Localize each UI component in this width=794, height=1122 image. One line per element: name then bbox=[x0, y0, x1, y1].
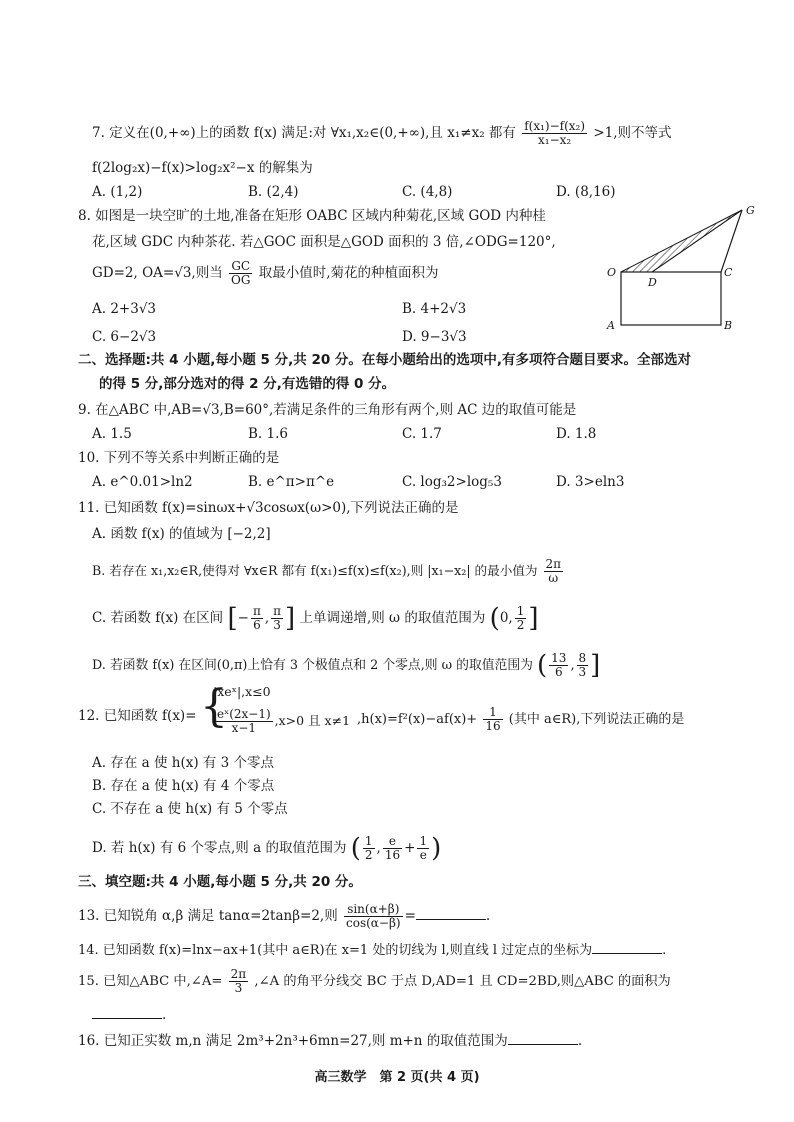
q8-stem-line3: GD=2, OA=√3,则当 $\frac{GC}{OG}$ 取最小值时,菊花的种植面积为 bbox=[92, 259, 439, 287]
q7-stem-line2: f(2log₂x)−f(x)>log₂x²−x 的解集为 bbox=[92, 160, 313, 176]
label-a: A bbox=[607, 319, 615, 332]
section-3-heading: 三、填空题:共 4 小题,每小题 5 分,共 20 分。 bbox=[78, 874, 362, 890]
q12-lead: 12. 已知函数 f(x)= bbox=[78, 708, 197, 724]
q10-option-d: D. 3>eln3 bbox=[556, 474, 625, 490]
q12-option-c: C. 不存在 a 使 h(x) 有 5 个零点 bbox=[92, 801, 288, 817]
section-2-heading: 二、选择题:共 4 小题,每小题 5 分,共 20 分。在每小题给出的选项中,有多项符合题目要求。全部选对 bbox=[78, 352, 692, 368]
q16: 16. 已知正实数 m,n 满足 2m³+2n³+6mn=27,则 m+n 的取值范围为 . bbox=[78, 1030, 582, 1051]
q8-option-b: B. 4+2√3 bbox=[402, 301, 467, 317]
q8-figure bbox=[600, 198, 770, 338]
q9-option-b: B. 1.6 bbox=[248, 426, 288, 442]
q7-stem-line1: 7. 定义在(0,+∞)上的函数 f(x) 满足:对 ∀x₁,x₂∈(0,+∞),且 x₁≠x₂ 都有 $\frac{\text{f(x₁)−f(x₂)}}{\text{x₁−x₂}}$ >1,则不等式 bbox=[92, 119, 672, 147]
q8-stem-line1: 8. 如图是一块空旷的土地,准备在矩形 OABC 区域内种菊花,区域 GOD 内种桂 bbox=[78, 208, 546, 224]
q12-case-2: $\frac{\text{eˣ(2x−1)}}{x-1}$ ,x>0 且 x≠1 bbox=[217, 707, 351, 735]
q12-option-b: B. 存在 a 使 h(x) 有 4 个零点 bbox=[92, 778, 275, 794]
q7-option-a: A. (1,2) bbox=[92, 184, 143, 200]
q10-option-a: A. e^0.01>ln2 bbox=[92, 474, 193, 490]
q7-option-b: B. (2,4) bbox=[248, 184, 299, 200]
q14-answer-blank[interactable] bbox=[592, 939, 662, 954]
q11-option-a: A. 函数 f(x) 的值域为 [−2,2] bbox=[92, 526, 271, 542]
q11-option-d: D. 若函数 f(x) 在区间(0,π)上恰有 3 个极值点和 2 个零点,则 ω 的取值范围为 ( $\frac{13}{6}$ , $\frac{8}{3}$ ] bbox=[92, 650, 601, 681]
q7-fraction: $\frac{\text{f(x₁)−f(x₂)}}{\text{x₁−x₂}}$ bbox=[524, 119, 586, 147]
q12-option-a: A. 存在 a 使 h(x) 有 3 个零点 bbox=[92, 755, 275, 771]
label-b: B bbox=[724, 319, 733, 332]
q15: 15. 已知△ABC 中,∠A= $\frac{2\pi}{3}$ ,∠A 的角平分线交 BC 于点 D,AD=1 且 CD=2BD,则△ABC 的面积为 bbox=[78, 967, 671, 995]
q7-option-d: D. (8,16) bbox=[556, 184, 616, 200]
q11-option-c: C. 若函数 f(x) 在区间 [− $\frac{\pi}{6}$ , $\frac{\pi}{3}$ ] 上单调递增,则 ω 的取值范围为 (0, $\frac{1}{2}$ ] bbox=[92, 603, 539, 634]
q8-option-c: C. 6−2√3 bbox=[92, 329, 157, 345]
q12-case-1: |xeˣ|,x≤0 bbox=[213, 684, 271, 699]
q15-answer-line: . bbox=[92, 1004, 166, 1025]
q15-answer-blank[interactable] bbox=[92, 1004, 162, 1019]
page-footer: 高三数学 第 2 页(共 4 页) bbox=[314, 1070, 480, 1085]
q9-option-d: D. 1.8 bbox=[556, 426, 597, 442]
q7-option-c: C. (4,8) bbox=[402, 184, 453, 200]
q8-option-a: A. 2+3√3 bbox=[92, 301, 157, 317]
label-g: G bbox=[746, 204, 755, 217]
q11-option-b: B. 若存在 x₁,x₂∈R,使得对 ∀x∈R 都有 f(x₁)≤f(x)≤f(x₂),则 |x₁−x₂| 的最小值为 $\frac{2\pi}{\omega}$ bbox=[92, 557, 562, 585]
q10-option-b: B. e^π>π^e bbox=[248, 474, 335, 490]
segment-gd bbox=[652, 210, 742, 272]
label-o: O bbox=[607, 266, 617, 279]
q12-h-definition: ,h(x)=f²(x)−af(x)+ $\frac{1}{16}$ (其中 a∈R),下列说法正确的是 bbox=[357, 705, 685, 733]
q16-answer-blank[interactable] bbox=[508, 1030, 578, 1045]
rectangle-oabc bbox=[621, 272, 721, 325]
label-d: D bbox=[648, 276, 657, 289]
q10-option-c: C. log₃2>log₅3 bbox=[402, 474, 502, 490]
q13-answer-blank[interactable] bbox=[416, 905, 486, 920]
q8-fraction: $\frac{GC}{OG}$ bbox=[231, 259, 251, 287]
q13: 13. 已知锐角 α,β 满足 tanα=2tanβ=2,则 $\frac{\sin(\alpha+\beta)}{\cos(\alpha-\beta)}$ = . bbox=[78, 902, 491, 930]
q10-stem: 10. 下列不等关系中判断正确的是 bbox=[78, 450, 280, 466]
q11-stem: 11. 已知函数 f(x)=sinωx+√3cosωx(ω>0),下列说法正确的是 bbox=[78, 500, 459, 516]
q9-stem: 9. 在△ABC 中,AB=√3,B=60°,若满足条件的三角形有两个,则 AC 边的取值可能是 bbox=[78, 402, 577, 418]
q14: 14. 已知函数 f(x)=lnx−ax+1(其中 a∈R)在 x=1 处的切线为 l,则直线 l 过定点的坐标为 . bbox=[78, 939, 666, 961]
q8-stem-line2: 花,区域 GDC 内种茶花. 若△GOC 面积是△GOD 面积的 3 倍,∠ODG=120°, bbox=[92, 234, 556, 250]
q9-option-a: A. 1.5 bbox=[92, 426, 132, 442]
q8-option-d: D. 9−3√3 bbox=[402, 329, 467, 345]
q9-option-c: C. 1.7 bbox=[402, 426, 442, 442]
q12-brace: { bbox=[200, 681, 228, 732]
section-2-heading-cont: 的得 5 分,部分选对的得 2 分,有选错的得 0 分。 bbox=[99, 376, 396, 392]
label-c: C bbox=[724, 266, 733, 279]
q12-option-d: D. 若 h(x) 有 6 个零点,则 a 的取值范围为 ( $\frac{1}{2}$ , $\frac{e}{16}$ + $\frac{1}{e}$ ) bbox=[92, 833, 442, 864]
